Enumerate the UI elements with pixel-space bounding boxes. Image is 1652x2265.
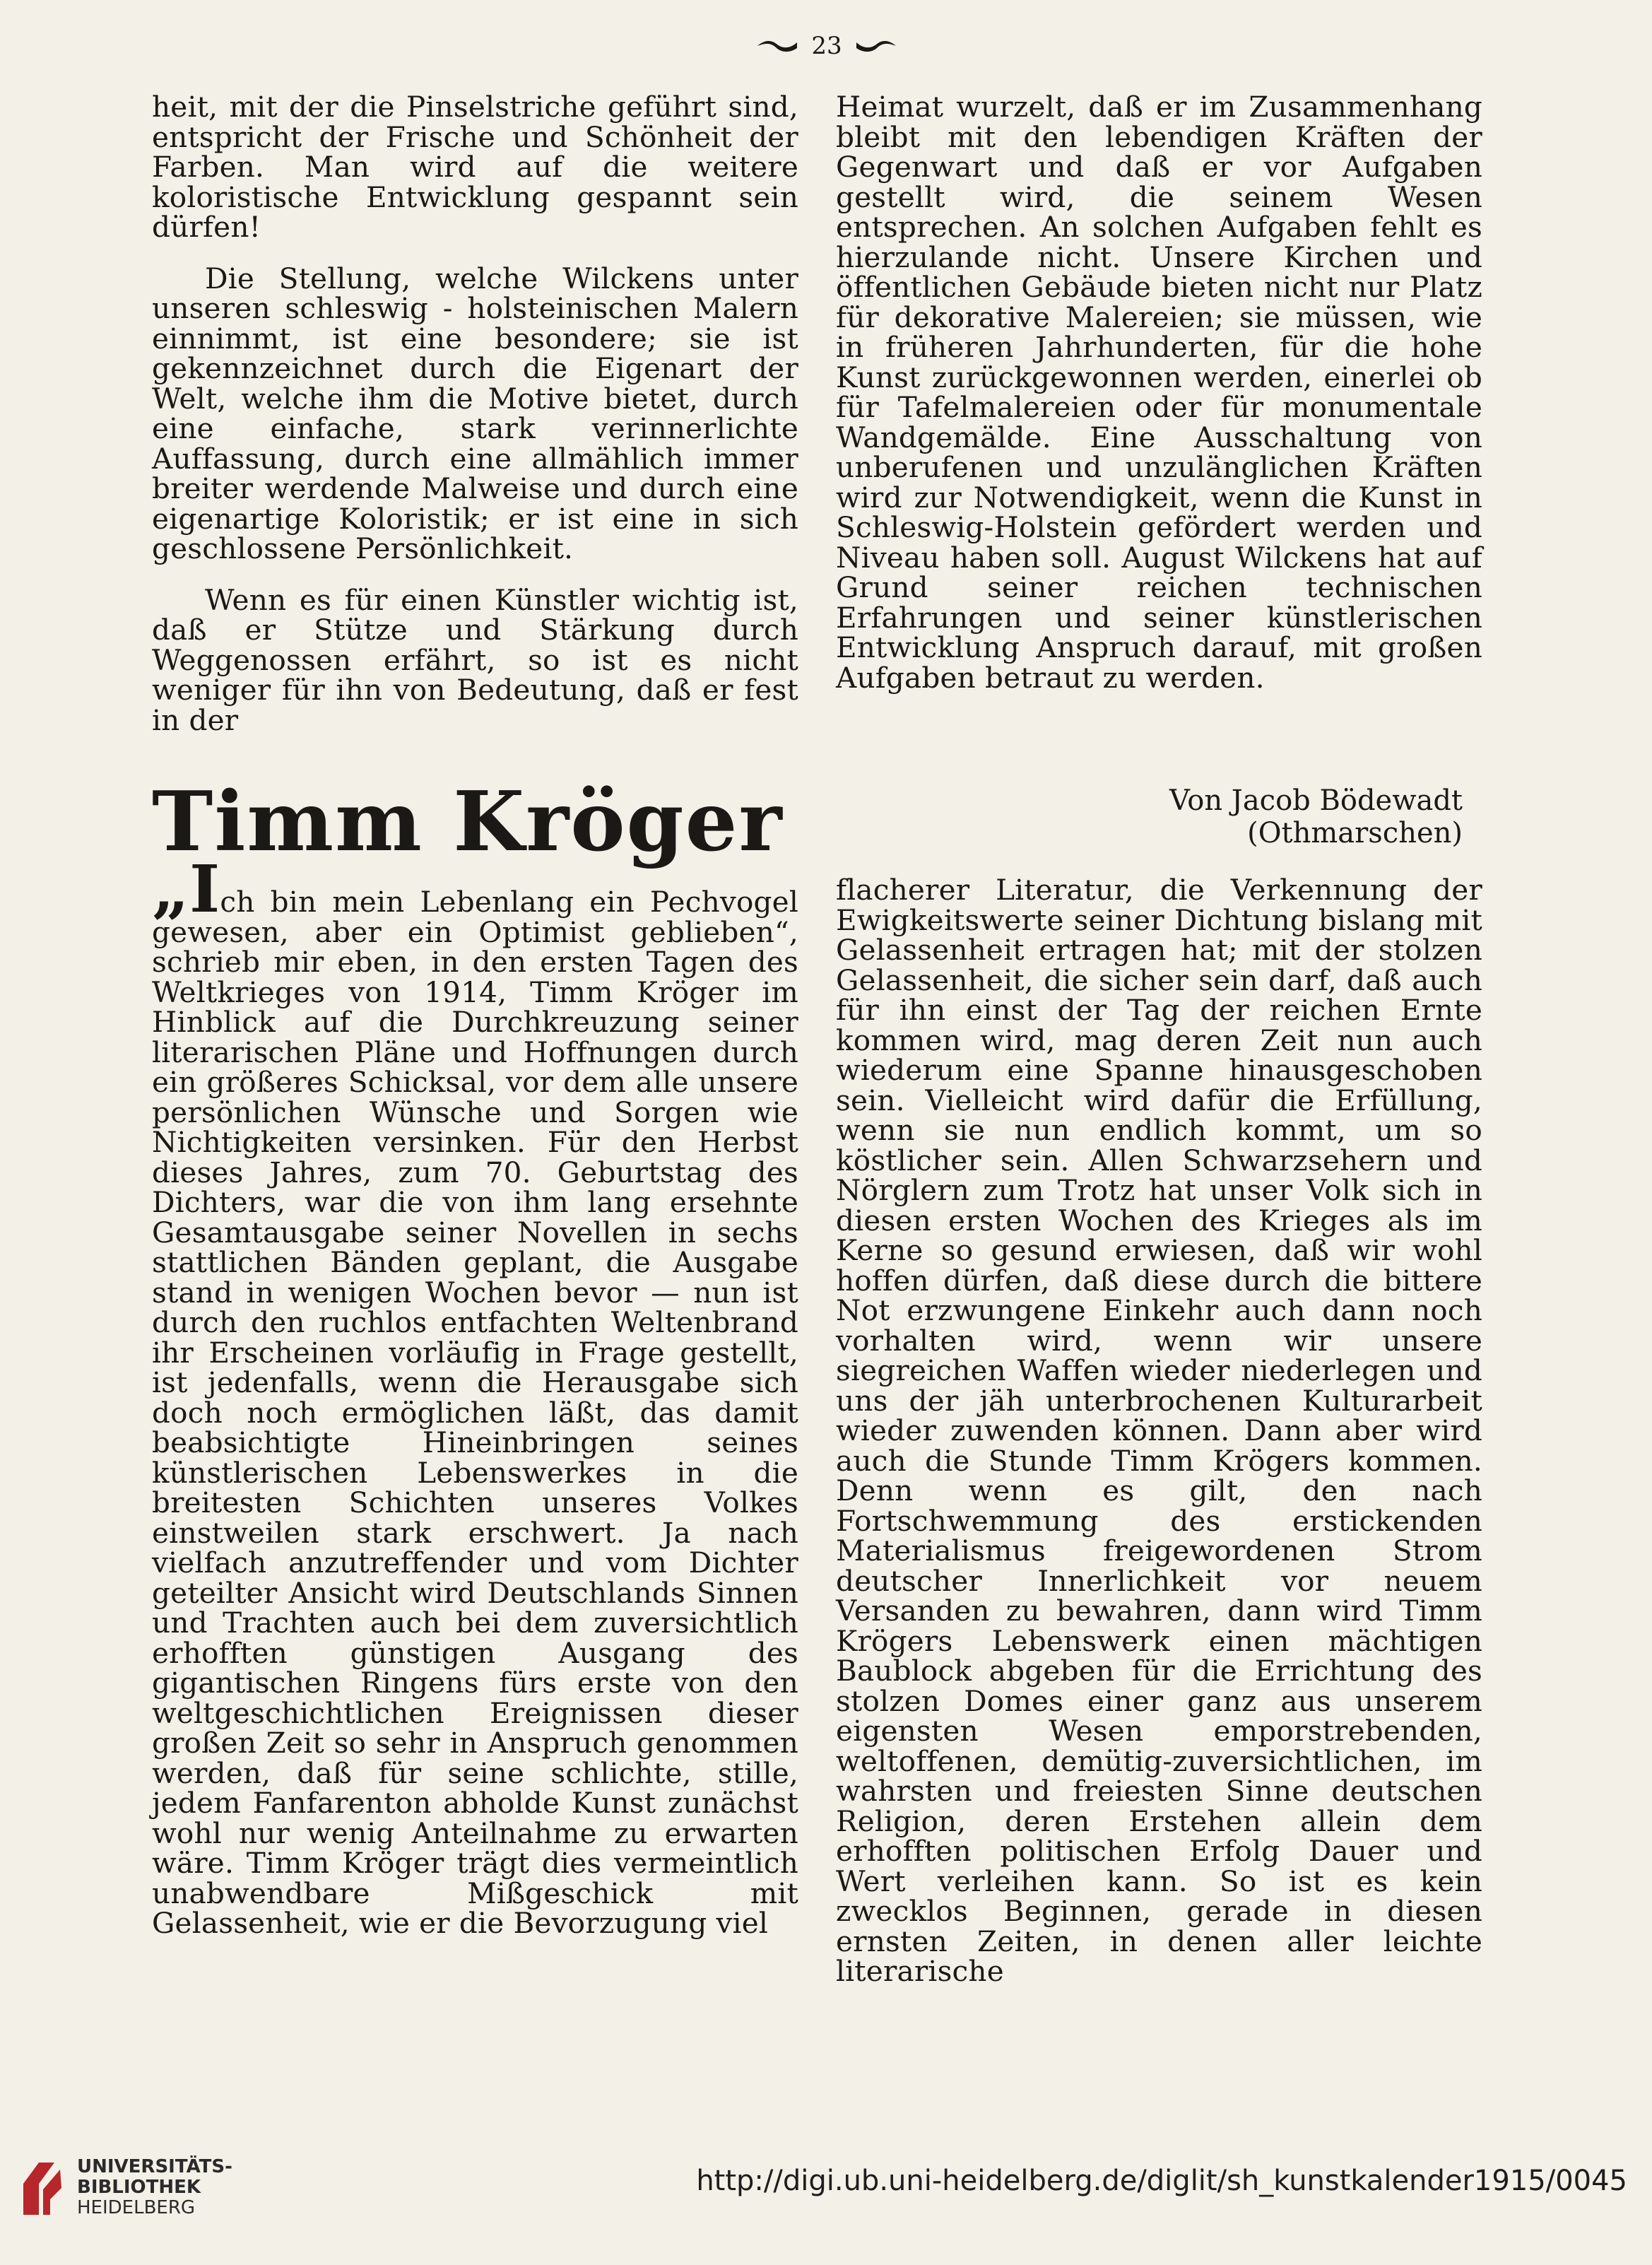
- right-ornament-icon: [855, 38, 897, 54]
- page-number: 23: [811, 32, 842, 60]
- left-ornament-icon: [756, 38, 798, 54]
- drop-cap: „I: [152, 851, 220, 927]
- previous-article-right-column: [836, 92, 1482, 693]
- article-left-column: [152, 851, 798, 1940]
- previous-article-left-column: [152, 92, 798, 735]
- paragraph: Heimat wurzelt, daß er im Zusammenhang bleibt mit den lebendigen Kräften der Gegenwart und daß er vor Aufgaben gestellt wird, die seinem Wesen entsprechen. An solchen Aufgaben fehlt es hierzulande nicht. Unsere Kirchen und öffentlichen Gebäude bieten nicht nur Platz für dekorative Malereien; sie müssen, wie in früheren Jahrhunderten, für die hohe Kunst zurückgewonnen werden, einerlei ob für Tafelmalereien oder für monumentale Wandgemälde. Eine Ausschaltung von unberufenen und unzulänglichen Kräften wird zur Notwendigkeit, wenn die Kunst in Schleswig-Holstein gefördert werden und Niveau haben soll. August Wilckens hat auf Grund seiner reichen technischen Erfahrungen und seiner künstlerischen Entwicklung Anspruch darauf, mit großen Aufgaben betraut zu werden.: [836, 90, 1482, 695]
- logo-text-line: BIBLIOTHEK: [77, 2176, 201, 2198]
- paragraph: Wenn es für einen Künstler wichtig ist, daß er Stütze und Stärkung durch Weggenossen erfährt, so ist es nicht weniger für ihn von Bedeutung, daß er fest in der: [152, 582, 798, 737]
- article-title: Timm Kröger: [152, 774, 784, 870]
- library-logo[interactable]: [18, 2155, 232, 2219]
- article-right-column: [836, 875, 1482, 1987]
- byline-author: Von Jacob Bödewadt: [1169, 784, 1463, 817]
- page-number-ornament: [735, 28, 919, 64]
- logo-text-line: HEIDELBERG: [77, 2196, 196, 2218]
- logo-text-line: UNIVERSITÄTS-: [77, 2155, 232, 2177]
- paragraph: heit, mit der die Pinselstriche geführt sind, entspricht der Frische und Schönheit der Farben. Man wird auf die weitere koloristische Entwicklung gespannt sein dürfen!: [152, 90, 798, 244]
- byline: [975, 784, 1463, 849]
- source-url-link[interactable]: http://digi.ub.uni-heidelberg.de/diglit/sh_kunstkalender1915/0045: [696, 2165, 1627, 2197]
- byline-location: (Othmarschen): [1247, 817, 1463, 849]
- library-logo-icon: [18, 2155, 67, 2219]
- article-text: flacherer Literatur, die Verkennung der Ewigkeitswerte seiner Dichtung bislang mit Gelassenheit ertragen hat; mit der stolzen Gelassenheit, die sicher sein darf, daß auch für ihn einst der Tag der reichen Ernte kommen wird, mag deren Zeit nun auch wiederum eine Spanne hinausgeschoben sein. Vielleicht wird dafür die Erfüllung, wenn sie nun endlich kommt, um so köstlicher sein. Allen Schwarzsehern und Nörglern zum Trotz hat unser Volk sich in diesen ersten Wochen des Krieges als im Kerne so gesund erwiesen, daß wir wohl hoffen dürfen, daß diese durch die bittere Not erzwungene Einkehr auch dann noch vorhalten wird, wenn wir unsere siegreichen Waffen wieder niederlegen und uns der jäh unterbrochenen Kulturarbeit wieder zuwenden können. Dann aber wird auch die Stunde Timm Krögers kommen. Denn wenn es gilt, den nach Fortschwemmung des erstickenden Materialismus freigewordenen Strom deutscher Innerlichkeit vor neuem Versanden zu bewahren, dann wird Timm Krögers Lebenswerk einen mächtigen Baublock abgeben für die Errichtung des stolzen Domes einer ganz aus unserem eigensten Wesen emporstrebenden, weltoffenen, demütig-zuversichtlichen, im wahrsten und freiesten Sinne deutschen Religion, deren Erstehen allein dem erhofften politischen Erfolg Dauer und Wert verleihen kann. So ist es kein zwecklos Beginnen, gerade in diesen ernsten Zeiten, in denen aller leichte literarische: [836, 873, 1482, 1988]
- paragraph: Die Stellung, welche Wilckens unter unseren schleswig - holsteinischen Malern einnimmt, ist eine besondere; sie ist gekennzeichnet durch die Eigenart der Welt, welche ihm die Motive bietet, durch eine einfache, stark verinnerlichte Auffassung, durch eine allmählich immer breiter werdende Malweise und durch eine eigenartige Koloristik; er ist eine in sich geschlossene Persönlichkeit.: [152, 261, 798, 565]
- article-text: ch bin mein Lebenlang ein Pechvogel gewesen, aber ein Optimist geblieben“, schrieb mir eben, in den ersten Tagen des Weltkrieges von 1914, Timm Kröger im Hinblick auf die Durchkreuzung seiner literarischen Pläne und Hoffnungen durch ein größeres Schicksal, vor dem alle unsere persönlichen Wünsche und Sorgen wie Nichtigkeiten versinken. Für den Herbst dieses Jahres, zum 70. Geburtstag des Dichters, war die von ihm lang ersehnte Gesamtausgabe seiner Novellen in sechs stattlichen Bänden geplant, die Ausgabe stand in wenigen Wochen bevor — nun ist durch den ruchlos entfachten Weltenbrand ihr Erscheinen vorläufig in Frage gestellt, ist jedenfalls, wenn die Herausgabe sich doch noch ermöglichen läßt, das damit beabsichtigte Hineinbringen seines künstlerischen Lebenswerkes in die breitesten Schichten unseres Volkes einstweilen stark erschwert. Ja nach vielfach anzutreffender und vom Dichter geteilter Ansicht wird Deutschlands Sinnen und Trachten auch bei dem zuversichtlich erhofften günstigen Ausgang des gigantischen Ringens fürs erste von den weltgeschichtlichen Ereignissen dieser großen Zeit so sehr in Anspruch genommen werden, daß für seine schlichte, stille, jedem Fanfarenton abholde Kunst zunächst wohl nur wenig Anteilnahme zu erwarten wäre. Timm Kröger trägt dies vermeintlich unabwendbare Mißgeschick mit Gelassenheit, wie er die Bevorzugung viel: [152, 885, 798, 1940]
